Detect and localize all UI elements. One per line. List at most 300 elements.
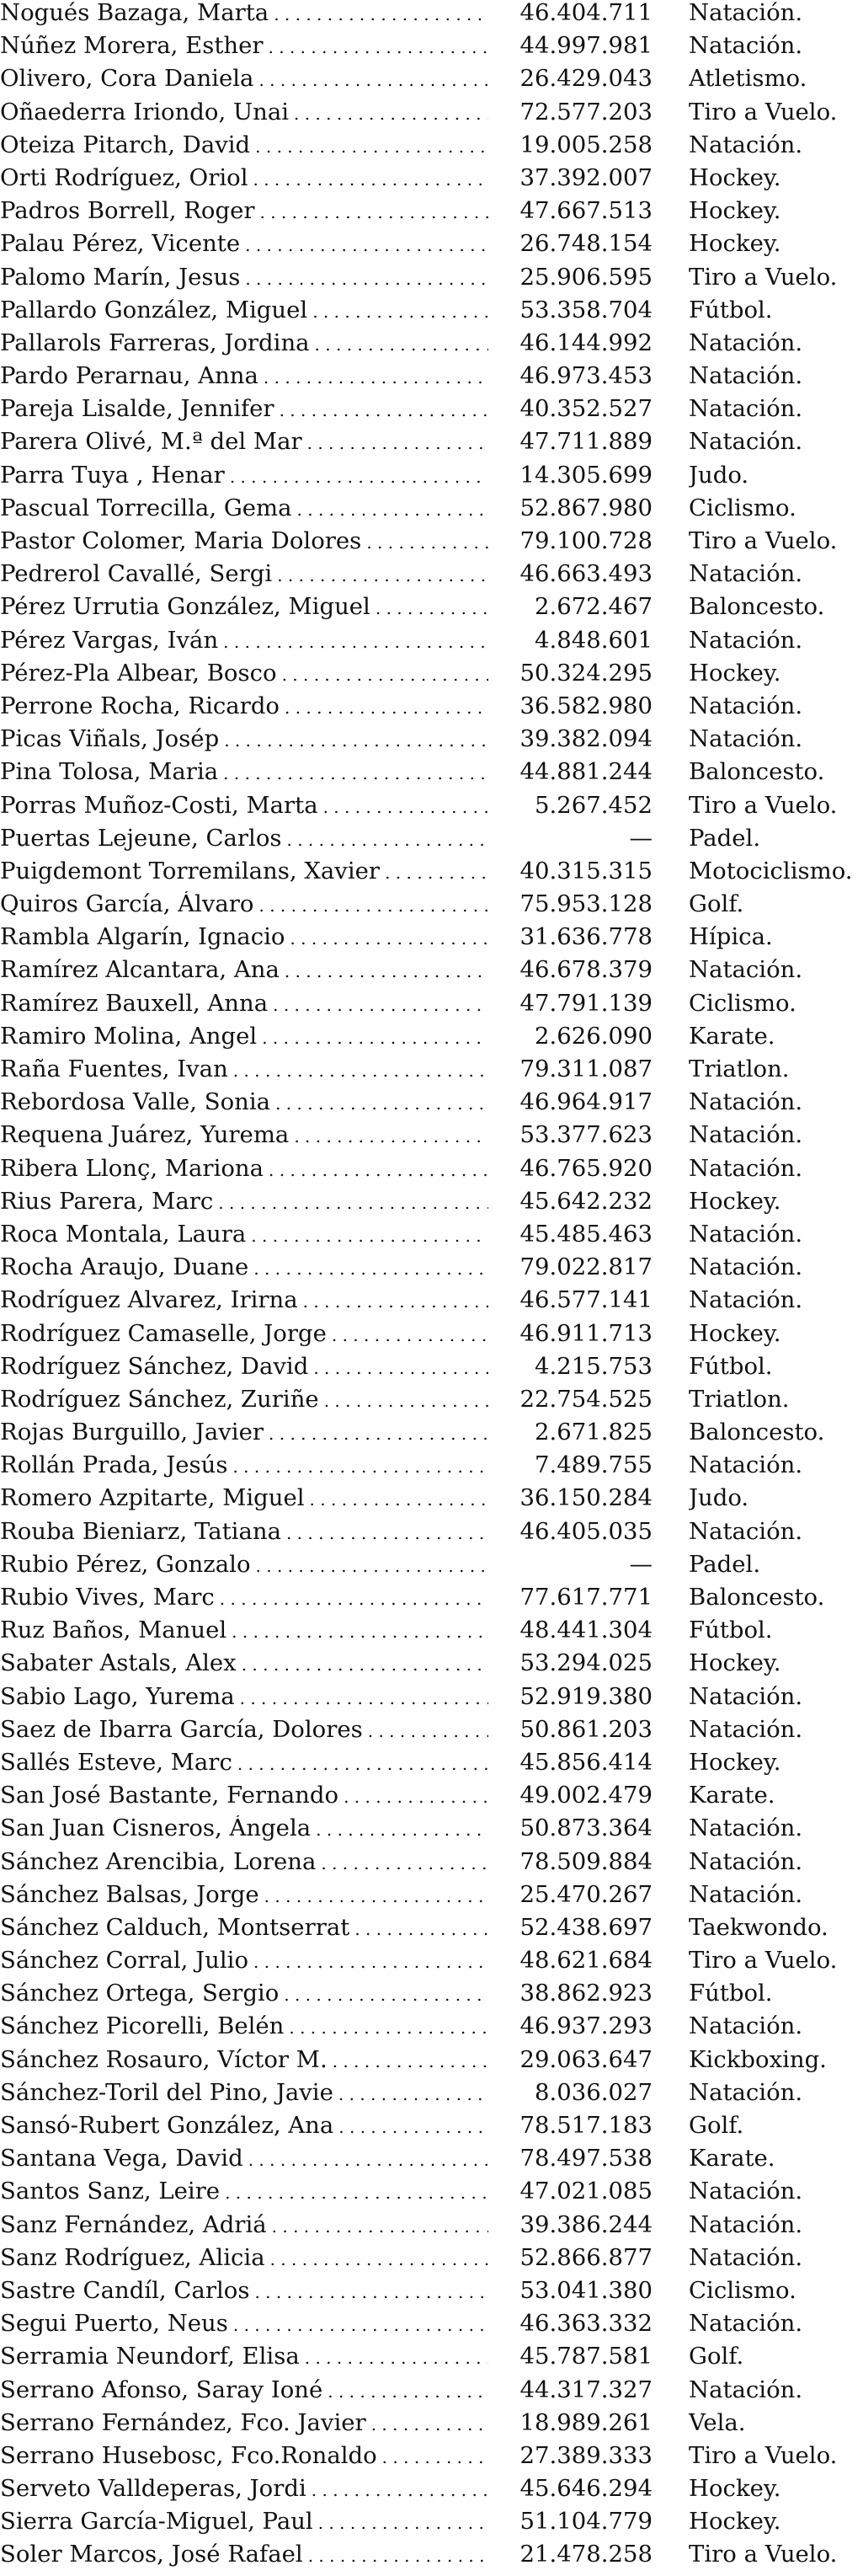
dot-leader (218, 1190, 488, 1216)
dot-leader (315, 332, 488, 357)
dot-leader (310, 1487, 488, 1512)
sport: Hockey. (689, 1188, 781, 1214)
name-column (0, 1717, 488, 1744)
name-column (0, 330, 488, 357)
athlete-name: Rojas Burguillo, Javier (0, 1419, 264, 1446)
name-column (0, 2113, 488, 2140)
athlete-name: Olivero, Cora Daniela (0, 66, 254, 93)
list-item (0, 2245, 863, 2278)
name-column (0, 1782, 488, 1809)
name-column (0, 2344, 488, 2370)
dot-leader (307, 430, 488, 456)
id-number: 44.317.327 (519, 2376, 653, 2403)
list-item (0, 2278, 863, 2311)
athlete-name: Sallés Esteve, Marc (0, 1749, 232, 1776)
sport: Karate. (689, 2146, 775, 2172)
sport: Atletismo. (689, 66, 807, 92)
id-number: 50.861.203 (519, 1715, 653, 1743)
list-item (0, 2080, 863, 2113)
athlete-name: Requena Juárez, Yurema (0, 1122, 290, 1149)
sport: Judo. (689, 462, 749, 488)
name-column (0, 462, 488, 489)
id-number: 46.964.917 (519, 1088, 653, 1116)
id-number: 2.672.467 (535, 593, 653, 621)
dot-leader (282, 662, 488, 687)
dot-leader (255, 134, 488, 159)
athlete-name: Pardo Perarnau, Anna (0, 363, 258, 390)
sport: Natación. (689, 1122, 803, 1148)
id-number: 72.577.203 (519, 98, 653, 126)
id-number: 45.646.294 (519, 2475, 653, 2503)
dot-leader (274, 2, 488, 27)
name-column (0, 793, 488, 820)
name-column (0, 495, 488, 522)
sport: Natación. (689, 2079, 803, 2105)
list-item (0, 1452, 863, 1485)
id-number: 50.324.295 (519, 659, 653, 687)
list-item (0, 2476, 863, 2509)
athlete-name: Raña Fuentes, Ivan (0, 1056, 228, 1082)
name-column (0, 1552, 488, 1579)
name-column (0, 198, 488, 225)
list-item (0, 1815, 863, 1848)
name-column (0, 265, 488, 291)
sport: Natación. (689, 561, 803, 587)
name-column (0, 2245, 488, 2272)
name-column (0, 1980, 488, 2007)
name-column (0, 429, 488, 456)
athlete-name: Rius Parera, Marc (0, 1188, 214, 1215)
id-number: 46.765.920 (519, 1154, 653, 1182)
sport: Tiro a Vuelo. (689, 2442, 838, 2468)
athlete-name: San Juan Cisneros, Ángela (0, 1815, 312, 1842)
sport: Natación. (689, 363, 803, 389)
list-item (0, 1387, 863, 1419)
athlete-name: Romero Azpitarte, Miguel (0, 1485, 305, 1512)
athlete-name: Oñaederra Iriondo, Unai (0, 99, 290, 126)
id-number: 5.267.452 (535, 791, 653, 819)
name-column (0, 2278, 488, 2305)
list-item (0, 2146, 863, 2178)
sport: Motociclismo. (689, 858, 853, 884)
sport: Tiro a Vuelo. (689, 99, 838, 125)
name-column (0, 1882, 488, 1909)
list-item (0, 2311, 863, 2344)
list-item (0, 2113, 863, 2146)
list-item (0, 693, 863, 726)
name-column (0, 2013, 488, 2040)
id-number: 52.867.980 (519, 494, 653, 521)
athlete-name: Puigdemont Torremilans, Xavier (0, 858, 381, 884)
list-item (0, 1254, 863, 1287)
list-item (0, 826, 863, 858)
list-item (0, 198, 863, 231)
sport: Natación. (689, 329, 803, 355)
id-number: 75.953.128 (519, 890, 653, 918)
id-number: 46.663.493 (519, 560, 653, 588)
id-number: 45.642.232 (519, 1187, 653, 1215)
athlete-name: San José Bastante, Fernando (0, 1782, 339, 1809)
dot-leader (287, 827, 489, 852)
sport: Natación. (689, 1716, 803, 1742)
sport: Fútbol. (689, 1980, 773, 2007)
dot-leader (254, 2279, 488, 2305)
id-number: 40.352.527 (519, 395, 653, 423)
athlete-name: Rubio Pérez, Gonzalo (0, 1551, 251, 1578)
id-number: 47.711.889 (519, 428, 653, 456)
dot-leader (290, 926, 488, 951)
name-column (0, 2410, 488, 2437)
name-column (0, 231, 488, 258)
id-number: 46.144.992 (519, 329, 653, 356)
sport: Baloncesto. (689, 1585, 825, 1610)
dot-leader (224, 728, 488, 753)
athlete-name: Sánchez Arencibia, Lorena (0, 1848, 317, 1875)
athlete-name: Ramírez Bauxell, Anna (0, 990, 269, 1017)
id-number: 31.636.778 (519, 923, 653, 951)
sport: Taekwondo. (689, 1914, 828, 1940)
id-number: — (629, 824, 653, 852)
name-column (0, 1485, 488, 1512)
sport: Natación. (689, 1221, 803, 1247)
id-number: 45.485.463 (519, 1220, 653, 1248)
id-number: 26.748.154 (519, 230, 653, 258)
dot-leader (338, 2082, 488, 2107)
list-item (0, 231, 863, 264)
list-item (0, 1882, 863, 1915)
sport: Karate. (689, 1023, 775, 1049)
sport: Natación. (689, 2178, 803, 2205)
dot-leader (233, 1058, 488, 1083)
sport: Hockey. (689, 164, 781, 190)
sport: Natación. (689, 2244, 803, 2270)
athlete-name: Serveto Valldeperas, Jordi (0, 2476, 306, 2503)
dot-leader (284, 1982, 488, 2007)
name-column (0, 991, 488, 1018)
list-item (0, 1650, 863, 1683)
dot-leader (232, 1619, 488, 1644)
athlete-name: Rollán Prada, Jesús (0, 1452, 228, 1479)
athlete-name: Oteiza Pitarch, David (0, 131, 251, 158)
name-column (0, 2146, 488, 2172)
list-item (0, 1122, 863, 1155)
dot-leader (232, 1454, 488, 1479)
name-column (0, 924, 488, 951)
dot-leader (316, 1817, 488, 1842)
id-number: 26.429.043 (519, 65, 653, 93)
id-number: 22.754.525 (519, 1385, 653, 1413)
name-column (0, 1122, 488, 1149)
id-number: 46.973.453 (519, 362, 653, 390)
athlete-name: Rebordosa Valle, Sonia (0, 1089, 271, 1116)
dot-leader (223, 629, 488, 655)
name-column (0, 957, 488, 984)
athlete-name: Serrano Husebosc, Fco.Ronaldo (0, 2442, 377, 2469)
athlete-name: Núñez Morera, Esther (0, 33, 264, 60)
id-number: 46.405.035 (519, 1517, 653, 1545)
sport: Natación. (689, 131, 803, 158)
dot-leader (275, 1091, 488, 1116)
list-item (0, 924, 863, 957)
dot-leader (312, 299, 488, 324)
athlete-name: Sanz Rodríguez, Alicia (0, 2244, 265, 2271)
id-number: 48.441.304 (519, 1617, 653, 1644)
dot-leader (223, 761, 488, 786)
athlete-name: Sánchez Ortega, Sergio (0, 1980, 280, 2007)
list-item (0, 462, 863, 495)
dot-leader (242, 1652, 488, 1677)
id-number: 51.104.779 (519, 2508, 653, 2536)
sport: Hockey. (689, 2509, 781, 2535)
id-number: 53.294.025 (519, 1649, 653, 1677)
athlete-name: Roca Montala, Laura (0, 1221, 247, 1248)
sport: Natación. (689, 2376, 803, 2402)
sport: Tiro a Vuelo. (689, 264, 838, 290)
dot-leader (277, 563, 488, 588)
dot-leader (251, 1223, 488, 1248)
sport: Vela. (689, 2409, 746, 2435)
athlete-name: Sastre Candíl, Carlos (0, 2277, 250, 2304)
id-number: 78.497.538 (519, 2145, 653, 2172)
list-item (0, 33, 863, 66)
id-number: 2.671.825 (535, 1419, 653, 1446)
name-column (0, 660, 488, 687)
dot-leader (240, 1686, 488, 1711)
id-number: — (629, 1550, 653, 1578)
list-item (0, 2344, 863, 2376)
list-item (0, 363, 863, 396)
list-item (0, 561, 863, 594)
athlete-name: Pérez Vargas, Iván (0, 627, 219, 654)
list-item (0, 1089, 863, 1122)
list-item (0, 1585, 863, 1617)
id-number: 38.862.923 (519, 1980, 653, 2007)
name-column (0, 2509, 488, 2536)
sport: Golf. (689, 2344, 744, 2370)
dot-leader (289, 2015, 488, 2040)
sport: Natación. (689, 1683, 803, 1709)
list-item (0, 265, 863, 297)
list-item (0, 99, 863, 132)
list-item (0, 429, 863, 462)
sport: Hockey. (689, 1749, 781, 1775)
sport: Hockey. (689, 1320, 781, 1346)
athlete-name: Rubio Vives, Marc (0, 1585, 215, 1611)
athlete-name: Sánchez Corral, Julio (0, 1948, 249, 1975)
id-number: 39.386.244 (519, 2210, 653, 2238)
dot-leader (269, 1157, 488, 1183)
name-column (0, 1750, 488, 1777)
name-column (0, 1849, 488, 1876)
id-number: 7.489.755 (535, 1451, 653, 1479)
sport: Padel. (689, 825, 761, 851)
athlete-name: Parra Tuya , Henar (0, 462, 225, 489)
id-number: 52.919.380 (519, 1682, 653, 1710)
id-number: 47.791.139 (519, 989, 653, 1017)
id-number: 46.363.332 (519, 2310, 653, 2338)
dot-leader (237, 1751, 488, 1777)
sport: Natación. (689, 1254, 803, 1280)
sport: Golf. (689, 2113, 744, 2138)
athlete-name: Rocha Araujo, Duane (0, 1254, 249, 1281)
id-number: 44.997.981 (519, 32, 653, 60)
name-column (0, 561, 488, 588)
id-number: 48.621.684 (519, 1947, 653, 1975)
name-column (0, 1156, 488, 1183)
list-item (0, 1915, 863, 1948)
list-item (0, 132, 863, 165)
dot-leader (344, 1784, 488, 1809)
name-column (0, 1089, 488, 1116)
id-number: 79.311.087 (519, 1056, 653, 1082)
athlete-name: Rodríguez Sánchez, Zuriñe (0, 1386, 319, 1413)
athlete-name: Porras Muñoz-Costi, Marta (0, 792, 318, 819)
name-column (0, 1287, 488, 1314)
id-number: 46.678.379 (519, 956, 653, 984)
dot-leader (385, 860, 488, 885)
name-column (0, 2443, 488, 2470)
athlete-name: Pareja Lisalde, Jennifer (0, 396, 274, 423)
name-column (0, 693, 488, 720)
name-column (0, 297, 488, 324)
athlete-name: Sabio Lago, Yurema (0, 1683, 235, 1710)
id-number: 52.866.877 (519, 2243, 653, 2271)
athlete-name: Pedrerol Cavallé, Sergi (0, 561, 273, 588)
name-column (0, 528, 488, 555)
dot-leader (308, 2543, 488, 2568)
dot-leader (303, 1289, 488, 1314)
name-column (0, 826, 488, 852)
name-column (0, 2212, 488, 2239)
dot-leader (220, 1586, 488, 1611)
list-item (0, 793, 863, 826)
id-number: 19.005.258 (519, 131, 653, 158)
name-column (0, 1189, 488, 1216)
list-item (0, 2443, 863, 2476)
athlete-name: Sánchez Calduch, Montserrat (0, 1914, 350, 1941)
list-item (0, 0, 863, 33)
id-number: 78.517.183 (519, 2112, 653, 2139)
dot-leader (382, 2445, 488, 2470)
list-item (0, 1419, 863, 1452)
athlete-name: Nogués Bazaga, Marta (0, 0, 269, 26)
dot-leader (366, 530, 488, 555)
sport: Natación. (689, 2013, 803, 2039)
sport: Tiro a Vuelo. (689, 528, 838, 553)
id-number: 2.626.090 (535, 1022, 653, 1050)
sport: Natación. (689, 1815, 803, 1841)
sport: Golf. (689, 891, 744, 917)
dot-leader (273, 992, 488, 1018)
sport: Natación. (689, 1881, 803, 1907)
athlete-name: Rambla Algarín, Ignacio (0, 924, 285, 951)
list-item (0, 1684, 863, 1717)
sport: Kickboxing. (689, 2046, 827, 2072)
sport: Natación. (689, 726, 803, 752)
sport: Fútbol. (689, 1617, 773, 1643)
sport: Baloncesto. (689, 759, 825, 785)
athlete-name: Sánchez Rosauro, Víctor M. (0, 2046, 328, 2073)
list-item (0, 1782, 863, 1815)
name-column (0, 1684, 488, 1711)
list-item (0, 957, 863, 990)
list-item (0, 594, 863, 627)
id-number: 36.582.980 (519, 692, 653, 719)
list-item (0, 1552, 863, 1585)
id-number: 25.470.267 (519, 1880, 653, 1908)
name-column (0, 1419, 488, 1446)
sport: Natación. (689, 1287, 803, 1313)
id-number: 4.848.601 (535, 626, 653, 654)
dot-leader (262, 1025, 488, 1050)
sport: Hockey. (689, 231, 781, 257)
sport: Natación. (689, 0, 803, 25)
dot-leader (258, 893, 488, 918)
list-item (0, 1321, 863, 1354)
id-number: 25.906.595 (519, 263, 653, 291)
list-item (0, 991, 863, 1023)
list-item (0, 1287, 863, 1320)
name-column (0, 0, 488, 27)
name-column (0, 2377, 488, 2404)
id-number: 53.041.380 (519, 2276, 653, 2304)
list-item (0, 660, 863, 693)
athlete-name: Padros Borrell, Roger (0, 198, 255, 225)
dot-leader (371, 2412, 488, 2437)
name-column (0, 2541, 488, 2568)
name-column (0, 891, 488, 918)
athlete-name: Pastor Colomer, Maria Dolores (0, 528, 362, 554)
athlete-name: Parera Olivé, M.ª del Mar (0, 429, 302, 456)
name-column (0, 2080, 488, 2107)
sport: Triatlon. (689, 1056, 790, 1082)
list-item (0, 528, 863, 561)
dot-leader (294, 101, 488, 126)
dot-leader (256, 1553, 488, 1579)
name-column (0, 1815, 488, 1842)
sport: Natación. (689, 1452, 803, 1478)
athlete-name: Rodríguez Sánchez, David (0, 1353, 309, 1380)
id-number: 44.881.244 (519, 758, 653, 786)
name-column (0, 1387, 488, 1414)
list-item (0, 726, 863, 759)
athlete-name: Santana Vega, David (0, 2146, 243, 2172)
sport: Natación. (689, 2211, 803, 2237)
list-item (0, 1980, 863, 2013)
athlete-name: Ramírez Alcantara, Ana (0, 957, 280, 984)
list-item (0, 1221, 863, 1254)
name-column (0, 1452, 488, 1479)
name-column (0, 132, 488, 159)
dot-leader (225, 2180, 488, 2205)
dot-leader (260, 200, 488, 225)
sport: Ciclismo. (689, 2277, 796, 2303)
athlete-name: Pina Tolosa, Maria (0, 759, 219, 786)
sport: Tiro a Vuelo. (689, 2541, 838, 2568)
name-column (0, 1519, 488, 1546)
dot-leader (312, 2477, 488, 2503)
athlete-name: Serrano Afonso, Saray Ioné (0, 2376, 323, 2403)
name-column (0, 628, 488, 655)
athlete-name: Santos Sanz, Leire (0, 2178, 221, 2205)
name-column (0, 1585, 488, 1611)
list-item (0, 1023, 863, 1056)
id-number: 78.509.884 (519, 1847, 653, 1875)
sport: Baloncesto. (689, 594, 825, 620)
list-item (0, 165, 863, 198)
athlete-name: Ramiro Molina, Angel (0, 1023, 258, 1050)
dot-leader (313, 1355, 488, 1381)
